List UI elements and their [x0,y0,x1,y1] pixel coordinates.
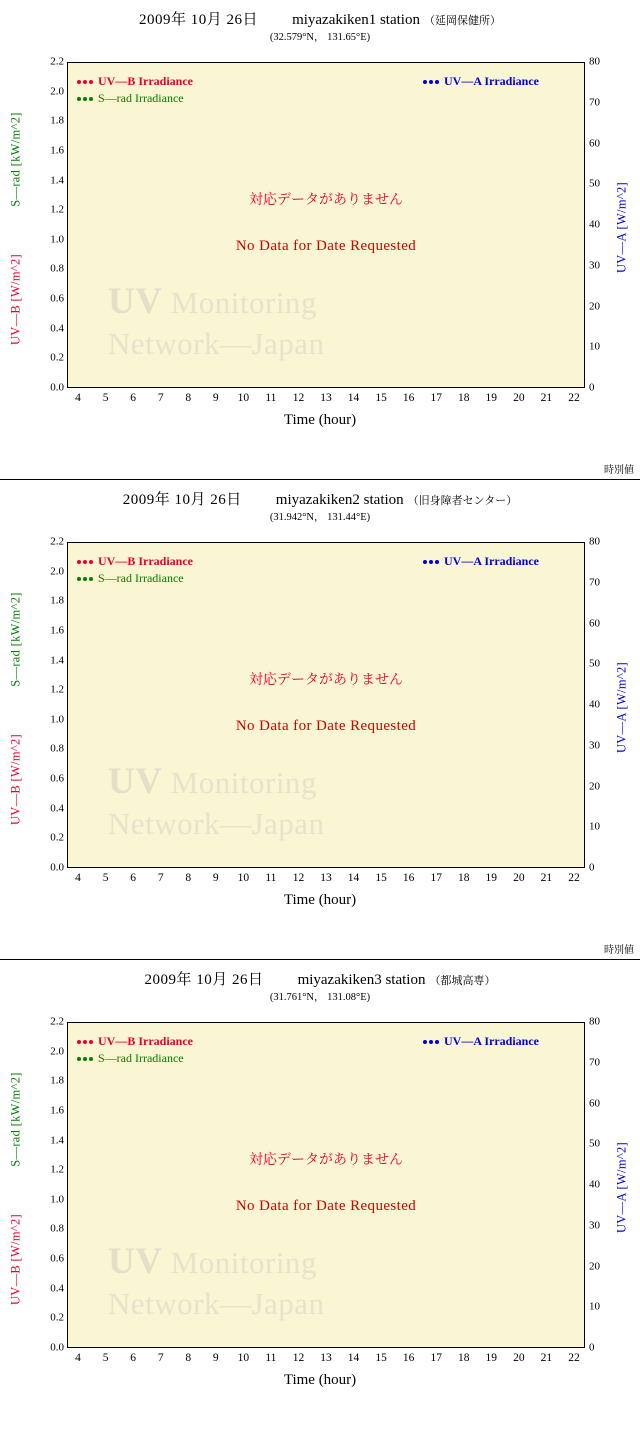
xtick: 9 [212,1352,219,1364]
ytick-left: 0.4 [50,802,64,815]
right-axis-ticks [589,1015,617,1354]
ytick-left: 0.8 [50,262,64,275]
watermark-network: Network—Japan [108,1286,325,1322]
xtick: 5 [102,392,109,404]
ytick-left: 0.0 [50,861,64,874]
xtick: 7 [157,1352,164,1364]
y-axis-title-srad: S—rad [kW/m^2] [8,592,23,687]
ytick-left: 1.2 [50,683,64,696]
ytick-right: 20 [589,300,600,312]
x-axis-label: Time (hour) [283,412,357,428]
ytick-right: 20 [589,780,600,792]
legend-label-uvb: UV—B Irradiance [98,554,193,568]
ytick-right: 50 [589,1137,600,1150]
ytick-left: 2.2 [50,1015,64,1028]
xtick: 7 [157,872,164,884]
marker-dots-icon [77,1040,93,1044]
marker-dots-icon [77,80,93,84]
legend-label-uvb: UV—B Irradiance [98,1034,193,1048]
ytick-left: 0.4 [50,1282,64,1295]
legend-label-srad: S—rad Irradiance [98,571,184,585]
chart-date: 2009年 10月 26日 [144,972,264,988]
watermark-network: Network—Japan [108,806,325,842]
ytick-left: 0.2 [50,351,64,364]
x-axis-ticks [67,393,585,407]
xtick: 17 [430,1352,442,1364]
chart-panel [0,480,640,960]
xtick: 11 [265,872,277,884]
ytick-left: 2.2 [50,55,64,68]
x-axis-label: Time (hour) [283,1372,357,1388]
ytick-right: 50 [589,657,600,670]
ytick-left: 1.4 [50,1134,64,1147]
station-name: miyazakiken2 station [275,492,404,508]
ytick-right: 0 [589,861,595,874]
panel-header [0,8,640,29]
xtick: 15 [375,392,387,404]
ytick-left: 1.4 [50,654,64,667]
xtick: 6 [130,872,137,884]
station-name: miyazakiken1 station [292,12,420,28]
no-data-message-en: No Data for Date Requested [235,718,417,734]
y-axis-title-srad: S—rad [kW/m^2] [8,112,23,207]
legend-label-uvb: UV—B Irradiance [98,74,193,88]
xtick: 21 [540,392,553,404]
plot-area [67,1022,585,1348]
xtick: 10 [237,392,250,404]
ytick-left: 1.2 [50,203,64,216]
legend-item-srad [77,91,184,106]
xtick: 19 [485,392,498,404]
right-axis-ticks [589,535,617,874]
ytick-right: 70 [589,96,600,109]
xtick: 15 [375,1352,387,1364]
ytick-left: 1.8 [50,114,64,127]
xtick: 19 [485,1352,498,1364]
y-axis-title-uvb: UV—B [W/m^2] [8,733,23,826]
xtick: 11 [265,392,277,404]
legend-item-uva [423,554,539,569]
xtick: 10 [237,872,250,884]
chart-panel [0,960,640,1440]
ytick-right: 0 [589,381,595,394]
ytick-left: 0.4 [50,322,64,335]
x-axis-label: Time (hour) [283,892,357,908]
y-axis-title-uvb: UV—B [W/m^2] [8,253,23,346]
legend-label-srad: S—rad Irradiance [98,91,184,105]
ytick-left: 0.0 [50,1341,64,1354]
y-axis-title-uva: UV—A [W/m^2] [614,1141,629,1234]
legend-label-uva: UV—A Irradiance [444,74,539,88]
marker-dots-icon [423,1040,439,1044]
station-coordinates: (31.761°N， 131.08°E) [269,992,371,1003]
ytick-left: 0.0 [50,381,64,394]
chart-date: 2009年 10月 26日 [122,492,242,508]
ytick-right: 40 [589,218,600,231]
x-axis-ticks [67,873,585,887]
ytick-right: 60 [589,617,600,629]
ytick-left: 2.2 [50,535,64,548]
watermark-uv: UV [108,281,163,322]
xtick: 6 [130,392,137,404]
xtick: 14 [347,1352,360,1364]
ytick-right: 20 [589,1260,600,1272]
ytick-left: 0.6 [50,292,64,305]
xtick: 4 [75,392,81,404]
station-coordinates: (31.942°N， 131.44°E) [269,512,371,523]
xtick: 22 [568,872,580,884]
ytick-left: 1.0 [50,233,64,246]
marker-dots-icon [423,80,439,84]
left-axis-ticks [36,1015,64,1354]
xtick: 8 [185,1352,192,1364]
xtick: 21 [540,1352,553,1364]
ytick-right: 70 [589,576,600,589]
ytick-right: 40 [589,698,600,711]
legend-label-uva: UV—A Irradiance [444,1034,539,1048]
xtick: 9 [212,872,219,884]
xtick: 13 [320,1352,332,1364]
xtick: 16 [402,392,415,404]
ytick-left: 1.8 [50,1074,64,1087]
marker-dots-icon [77,560,93,564]
legend-label-srad: S—rad Irradiance [98,1051,184,1065]
site-name: （都城高専） [429,975,496,987]
xtick: 14 [347,872,360,884]
marker-dots-icon [77,1057,93,1061]
marker-dots-icon [423,560,439,564]
legend-item-srad [77,1051,184,1066]
left-axis-ticks [36,55,64,394]
xtick: 16 [402,872,415,884]
right-axis-ticks [589,55,617,394]
ytick-left: 2.0 [50,565,64,578]
chart-panel [0,0,640,480]
marker-dots-icon [77,577,93,581]
plot-area [67,62,585,388]
ytick-left: 2.0 [50,85,64,98]
ytick-right: 40 [589,1178,600,1191]
xtick: 13 [320,872,332,884]
footnote-hourly-values: 時別値 [604,465,634,476]
xtick: 10 [237,1352,250,1364]
ytick-left: 0.8 [50,742,64,755]
legend-item-uva [423,1034,539,1049]
ytick-left: 1.0 [50,713,64,726]
no-data-message-jp: 対応データがありません [249,1153,403,1168]
ytick-right: 80 [589,535,600,548]
xtick: 5 [102,1352,109,1364]
watermark-monitoring: Monitoring [162,285,317,320]
xtick: 22 [568,392,580,404]
ytick-right: 80 [589,55,600,68]
ytick-left: 1.6 [50,1104,64,1117]
xtick: 18 [458,392,470,404]
xtick: 12 [292,872,305,884]
xtick: 4 [75,872,81,884]
xtick: 18 [458,872,470,884]
no-data-message-en: No Data for Date Requested [235,238,417,254]
xtick: 11 [265,1352,277,1364]
legend-item-srad [77,571,184,586]
xtick: 20 [513,872,525,884]
ytick-left: 1.2 [50,1163,64,1176]
ytick-right: 60 [589,1097,600,1109]
site-name: （旧身障者センター） [407,495,518,507]
ytick-left: 1.0 [50,1193,64,1206]
xtick: 6 [130,1352,137,1364]
ytick-right: 10 [589,820,600,833]
ytick-right: 10 [589,1300,600,1313]
y-axis-title-uva: UV—A [W/m^2] [614,181,629,274]
legend-item-uvb [77,74,193,89]
ytick-left: 1.8 [50,594,64,607]
ytick-right: 10 [589,340,600,353]
watermark [108,759,548,844]
ytick-right: 0 [589,1341,595,1354]
station-name: miyazakiken3 station [297,972,426,988]
xtick: 7 [157,392,164,404]
ytick-right: 30 [589,259,600,272]
no-data-message-jp: 対応データがありません [249,193,403,208]
left-axis-ticks [36,535,64,874]
xtick: 20 [513,1352,525,1364]
xtick: 18 [458,1352,470,1364]
xtick: 13 [320,392,332,404]
xtick: 4 [75,1352,81,1364]
xtick: 17 [430,872,442,884]
ytick-left: 0.6 [50,1252,64,1265]
xtick: 5 [102,872,109,884]
footnote-hourly-values: 時別値 [604,945,634,956]
ytick-left: 1.6 [50,144,64,157]
y-axis-title-srad: S—rad [kW/m^2] [8,1072,23,1167]
xtick: 22 [568,1352,580,1364]
ytick-left: 0.6 [50,772,64,785]
ytick-right: 30 [589,1219,600,1232]
site-name: （延岡保健所） [423,15,501,27]
legend-item-uva [423,74,539,89]
watermark-uv: UV [108,1241,163,1282]
ytick-left: 0.2 [50,831,64,844]
xtick: 19 [485,872,498,884]
x-axis-ticks [67,1353,585,1367]
no-data-message-jp: 対応データがありません [249,673,403,688]
xtick: 9 [212,392,219,404]
y-axis-title-uvb: UV—B [W/m^2] [8,1213,23,1306]
plot-area [67,542,585,868]
watermark-network: Network—Japan [108,326,325,362]
chart-date: 2009年 10月 26日 [139,12,259,28]
xtick: 12 [292,1352,305,1364]
ytick-left: 0.8 [50,1222,64,1235]
watermark-monitoring: Monitoring [162,765,317,800]
ytick-left: 2.0 [50,1045,64,1058]
ytick-right: 60 [589,137,600,149]
watermark-monitoring: Monitoring [162,1245,317,1280]
xtick: 14 [347,392,360,404]
ytick-right: 70 [589,1056,600,1069]
watermark [108,279,548,364]
legend-item-uvb [77,1034,193,1049]
legend-item-uvb [77,554,193,569]
marker-dots-icon [77,97,93,101]
xtick: 16 [402,1352,415,1364]
ytick-left: 0.2 [50,1311,64,1324]
watermark [108,1239,548,1324]
legend-label-uva: UV—A Irradiance [444,554,539,568]
no-data-message-en: No Data for Date Requested [235,1198,417,1214]
ytick-left: 1.6 [50,624,64,637]
xtick: 20 [513,392,525,404]
watermark-uv: UV [108,761,163,802]
ytick-right: 50 [589,177,600,190]
xtick: 15 [375,872,387,884]
y-axis-title-uva: UV—A [W/m^2] [614,661,629,754]
xtick: 17 [430,392,442,404]
xtick: 8 [185,392,192,404]
xtick: 8 [185,872,192,884]
panel-header [0,968,640,989]
panel-header [0,488,640,509]
xtick: 21 [540,872,553,884]
station-coordinates: (32.579°N， 131.65°E) [269,32,371,43]
xtick: 12 [292,392,305,404]
ytick-left: 1.4 [50,174,64,187]
ytick-right: 30 [589,739,600,752]
ytick-right: 80 [589,1015,600,1028]
